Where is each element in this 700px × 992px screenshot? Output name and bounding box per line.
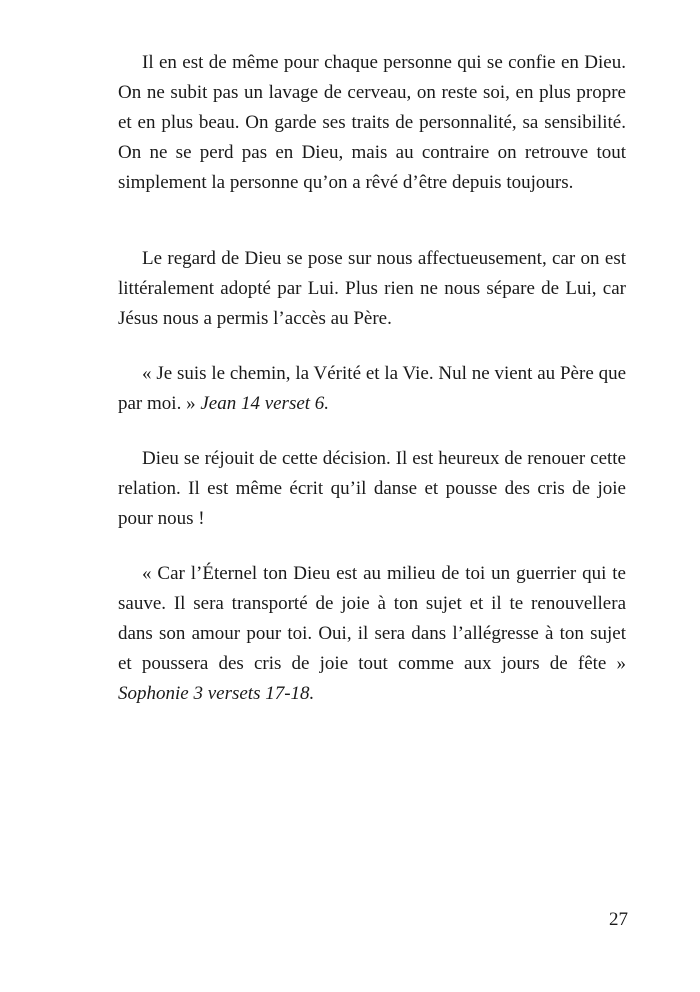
page-content bbox=[118, 48, 626, 709]
quote-sophonie bbox=[118, 559, 626, 709]
paragraph-confiance-text: Il en est de même pour chaque personne qui se confie en Dieu. On ne subit pas un lavage de cerveau, on reste soi, en plus propre et en plus beau. On garde ses traits de personnalité, sa sensibilité. On ne se perd pas en Dieu, mais au contraire on retrouve tout simplement la personne qu’on a rêvé d’être depuis toujours. bbox=[118, 52, 626, 193]
paragraph-dieu-se-rejouit bbox=[118, 444, 626, 534]
quote-jean bbox=[118, 359, 626, 419]
quote-sophonie-reference: Sophonie 3 versets 17-18. bbox=[118, 683, 315, 704]
paragraph-confiance bbox=[118, 48, 626, 198]
quote-sophonie-text: « Car l’Éternel ton Dieu est au milieu de toi un guerrier qui te sauve. Il sera transporté de joie à ton sujet et il te renouvellera dans son amour pour toi. Oui, il sera dans l’allégresse à ton sujet et poussera des cris de joie tout comme aux jours de fête » bbox=[118, 563, 626, 674]
paragraph-regard-de-dieu-text: Le regard de Dieu se pose sur nous affectueusement, car on est littéralement adopté par Lui. Plus rien ne nous sépare de Lui, car Jésus nous a permis l’accès au Père. bbox=[118, 248, 626, 329]
quote-jean-text: « Je suis le chemin, la Vérité et la Vie. Nul ne vient au Père que par moi. » bbox=[118, 363, 626, 414]
paragraph-regard-de-dieu bbox=[118, 244, 626, 334]
paragraph-dieu-se-rejouit-text: Dieu se réjouit de cette décision. Il est heureux de renouer cette relation. Il est même écrit qu’il danse et pousse des cris de joie pour nous ! bbox=[118, 448, 626, 529]
quote-jean-reference: Jean 14 verset 6. bbox=[200, 393, 330, 414]
page-number: 27 bbox=[609, 909, 628, 930]
